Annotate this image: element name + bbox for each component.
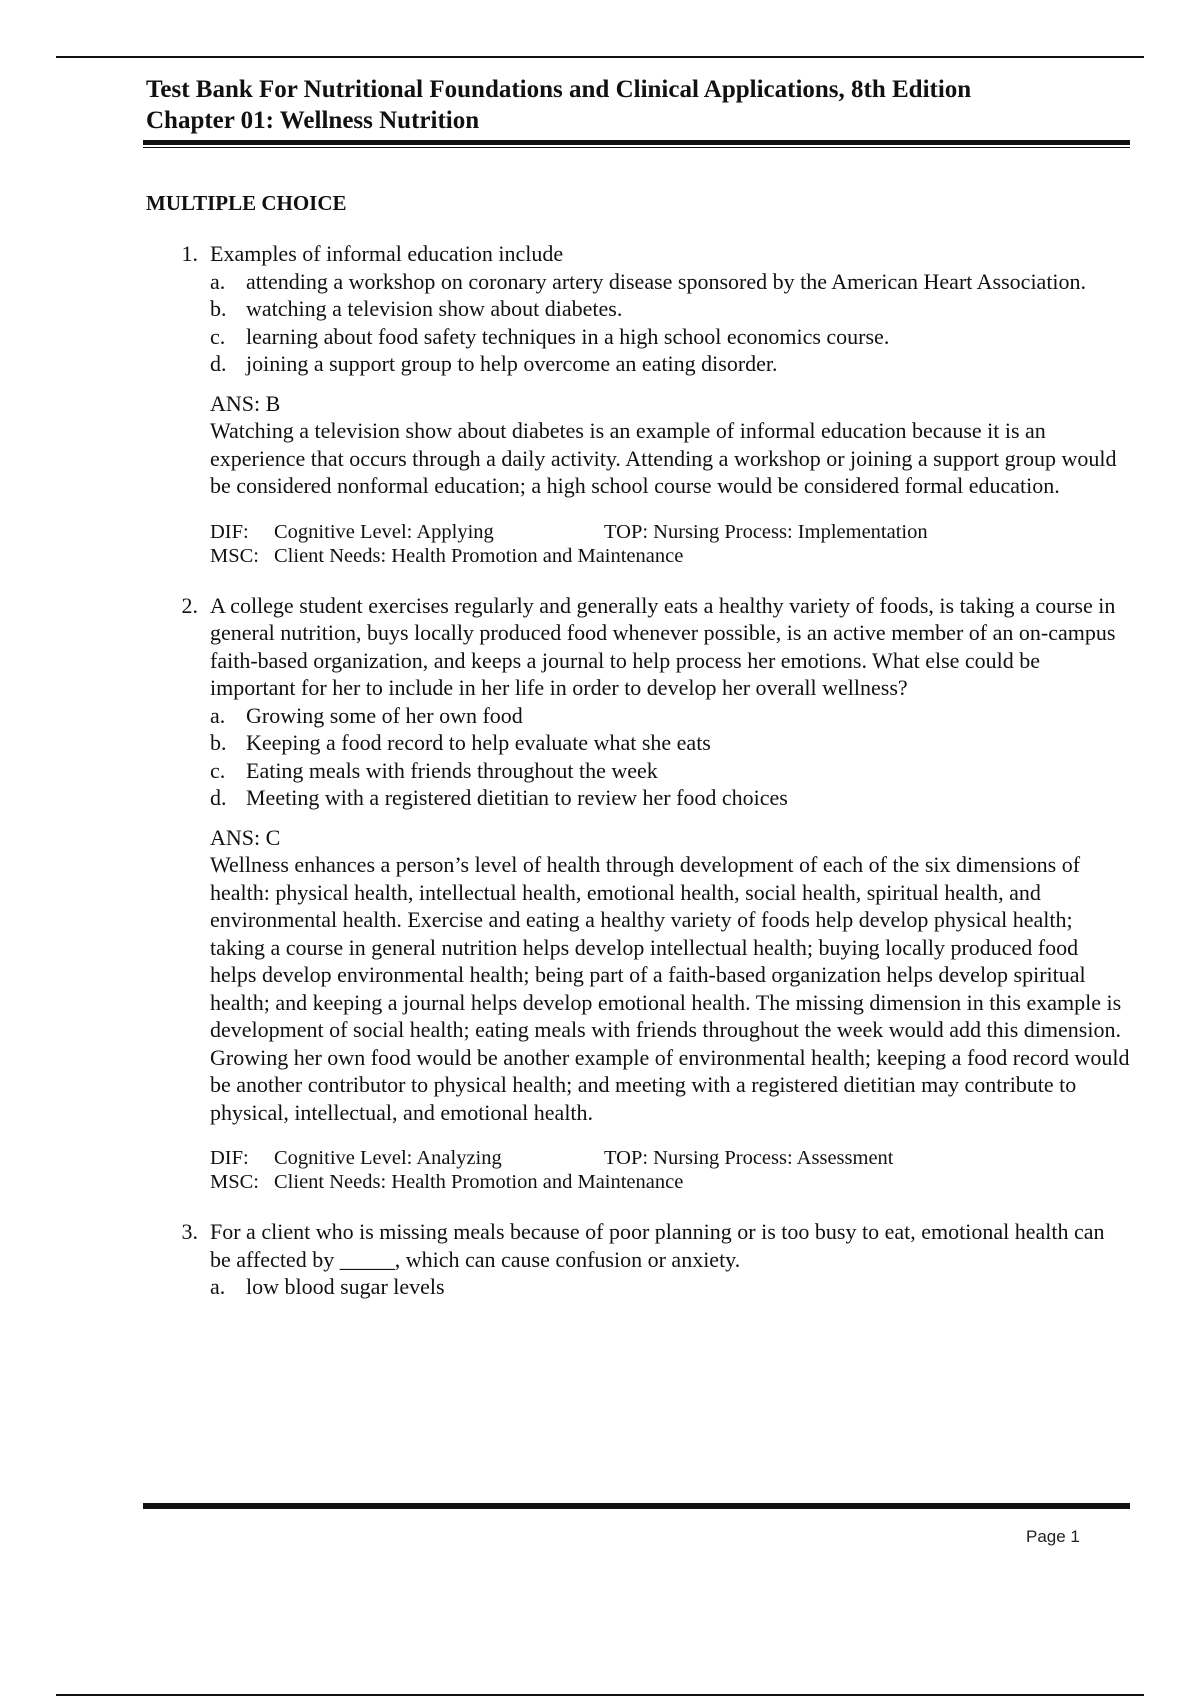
question-metadata xyxy=(210,1146,1130,1194)
question-2 xyxy=(146,592,1130,1195)
choice-text: low blood sugar levels xyxy=(246,1274,445,1299)
question-number: 2. xyxy=(181,592,198,618)
choice-letter: c. xyxy=(210,323,226,349)
question-number: 1. xyxy=(181,241,198,266)
choice-letter: b. xyxy=(210,730,227,755)
choice-c xyxy=(210,323,1130,351)
question-metadata xyxy=(210,520,1130,568)
footer-rule xyxy=(143,1503,1130,1509)
choice-c xyxy=(210,757,1130,785)
choice-letter: b. xyxy=(210,296,227,321)
choice-text: attending a workshop on coronary artery disease sponsored by the American Heart Association. xyxy=(246,268,1087,294)
choice-a xyxy=(210,268,1130,296)
question-list xyxy=(146,240,1130,1301)
topic: TOP: Nursing Process: Implementation xyxy=(604,520,928,543)
rationale: Wellness enhances a person’s level of health through development of each of the six dimensions of health: physical health, intellectual health, emotional health, social health, spiritual health, and environmental health. Exercise and eating a healthy variety of foods help develop physical health; taking a course in general nutrition helps develop intellectual health; buying locally produced food helps develop environmental health; being part of a faith-based organization helps develop spiritual health; and keeping a journal helps develop emotional health. The missing dimension in this example is development of social health; eating meals with friends throughout the week would add this dimension. Growing her own food would be another example of environmental health; keeping a food record would be another contributor to physical health; and meeting with a registered dietitian may contribute to physical, intellectual, and emotional health. xyxy=(210,852,1130,1125)
book-title: Test Bank For Nutritional Foundations and Clinical Applications, 8th Edition xyxy=(146,76,972,103)
choice-letter: d. xyxy=(210,351,227,376)
choice-b xyxy=(210,729,1130,757)
question-stem: A college student exercises regularly and generally eats a healthy variety of foods, is taking a course in general nutrition, buys locally produced food whenever possible, is an active member of an on-campus faith-based organization, and keeps a journal to help process her emotions. What else could be important for her to include in her life in order to develop her overall wellness? xyxy=(210,592,1116,700)
client-needs: Client Needs: Health Promotion and Maintenance xyxy=(274,544,684,567)
choice-b xyxy=(210,295,1130,323)
question-number: 3. xyxy=(181,1219,198,1244)
choice-letter: d. xyxy=(210,785,227,810)
topic: TOP: Nursing Process: Assessment xyxy=(604,1147,894,1169)
header-double-rule xyxy=(143,140,1130,148)
choice-text: learning about food safety techniques in a high school economics course. xyxy=(246,323,890,349)
dif-label: DIF: xyxy=(210,1147,249,1169)
rationale: Watching a television show about diabetes is an example of informal education because it is an experience that occurs through a daily activity. Attending a workshop or joining a support group would be considered nonformal education; a high school course would be considered formal education. xyxy=(210,418,1117,498)
choice-text: Growing some of her own food xyxy=(246,702,523,728)
choice-text: Eating meals with friends throughout the week xyxy=(246,757,658,783)
choice-letter: a. xyxy=(210,1274,226,1299)
choice-d xyxy=(210,350,1130,378)
client-needs: Client Needs: Health Promotion and Maintenance xyxy=(274,1171,684,1193)
page-bottom-rule xyxy=(56,1694,1144,1696)
question-stem: Examples of informal education include xyxy=(210,241,564,266)
msc-label: MSC: xyxy=(210,544,259,567)
choice-letter: a. xyxy=(210,702,226,728)
answer-key: ANS: C xyxy=(210,824,281,850)
document-header xyxy=(146,74,1136,136)
choice-letter: a. xyxy=(210,268,226,294)
question-1 xyxy=(146,240,1130,568)
page-top-rule xyxy=(56,56,1144,58)
difficulty: Cognitive Level: Analyzing xyxy=(274,1147,502,1169)
choice-letter: c. xyxy=(210,757,226,783)
choice-text: joining a support group to help overcome an eating disorder. xyxy=(246,351,778,376)
question-3 xyxy=(146,1218,1130,1301)
choice-text: Meeting with a registered dietitian to review her food choices xyxy=(246,785,788,810)
chapter-title: Chapter 01: Wellness Nutrition xyxy=(146,107,480,134)
choice-d xyxy=(210,784,1130,812)
choice-a xyxy=(210,1273,1130,1301)
choice-text: Keeping a food record to help evaluate what she eats xyxy=(246,730,711,755)
page-number: Page 1 xyxy=(1026,1527,1080,1546)
dif-label: DIF: xyxy=(210,520,249,543)
answer-key: ANS: B xyxy=(210,390,281,416)
msc-label: MSC: xyxy=(210,1171,259,1193)
choice-a xyxy=(210,702,1130,730)
choice-text: watching a television show about diabetes. xyxy=(246,296,623,321)
difficulty: Cognitive Level: Applying xyxy=(274,520,494,543)
question-stem: For a client who is missing meals because of poor planning or is too busy to eat, emotional health can be affected by _____, which can cause confusion or anxiety. xyxy=(210,1219,1105,1272)
section-title: MULTIPLE CHOICE xyxy=(146,191,347,215)
